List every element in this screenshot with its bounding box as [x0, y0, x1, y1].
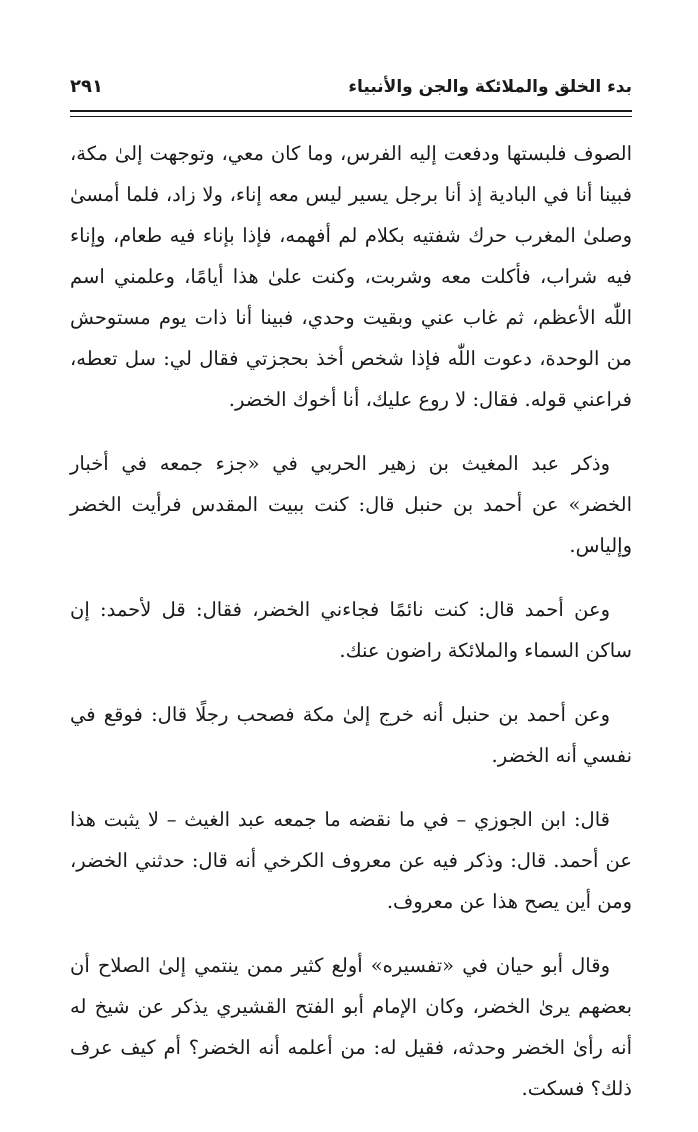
paragraph-continuation: الصوف فلبستها ودفعت إليه الفرس، وما كان معي، وتوجهت إلىٰ مكة، فبينا أنا في البادية إذ أنا برجل يسير ليس معه إناء، ولا زاد، فلما أمسىٰ وصلىٰ المغرب حرك شفتيه بكلام لم أفهمه، فإذا بإناء فيه طعام، وإناء فيه شراب، فأكلت معه وشربت، وكنت علىٰ هذا أيامًا، وعلمني اسم اللّٰه الأعظم، ثم غاب عني وبقيت وحدي، فبينا أنا ذات يوم مستوحش من الوحدة، دعوت اللّٰه فإذا شخص أخذ بحجزتي فقال لي: سل تعطه، فراعني قوله. فقال: لا روع عليك، أنا أخوك الخضر. — [70, 142, 632, 411]
paragraph-abd-al-mughith: وذكر عبد المغيث بن زهير الحربي في «جزء جمعه في أخبار الخضر» عن أحمد بن حنبل قال: كنت ببيت المقدس فرأيت الخضر وإلياس. — [70, 452, 632, 557]
running-header — [70, 76, 632, 106]
paragraph-abu-hayyan: وقال أبو حيان في «تفسيره» أولع كثير ممن ينتمي إلىٰ الصلاح أن بعضهم يرىٰ الخضر، وكان الإمام أبو الفتح القشيري يذكر عن شيخ له أنه رأىٰ الخضر وحدثه، فقيل له: من أعلمه أنه الخضر؟ أم كيف عرف ذلك؟ فسكت. — [70, 954, 632, 1100]
header-rule-thin — [70, 116, 632, 117]
body-text — [70, 133, 632, 1132]
header-rule-thick — [70, 110, 632, 112]
running-title: بدء الخلق والملائكة والجن والأنبياء — [348, 77, 632, 97]
paragraph-ibn-al-jawzi: قال: ابن الجوزي – في ما نقضه ما جمعه عبد الغيث – لا يثبت هذا عن أحمد. قال: وذكر فيه عن معروف الكرخي أنه قال: حدثني الخضر، ومن أين يصح هذا عن معروف. — [70, 808, 632, 913]
page-number: ٢٩١ — [70, 76, 103, 97]
paragraph-ahmad-dream: وعن أحمد قال: كنت نائمًا فجاءني الخضر، فقال: قل لأحمد: إن ساكن السماء والملائكة راضون عنك. — [70, 598, 632, 662]
paragraph-ahmad-mecca: وعن أحمد بن حنبل أنه خرج إلىٰ مكة فصحب رجلًا قال: فوقع في نفسي أنه الخضر. — [70, 703, 632, 767]
